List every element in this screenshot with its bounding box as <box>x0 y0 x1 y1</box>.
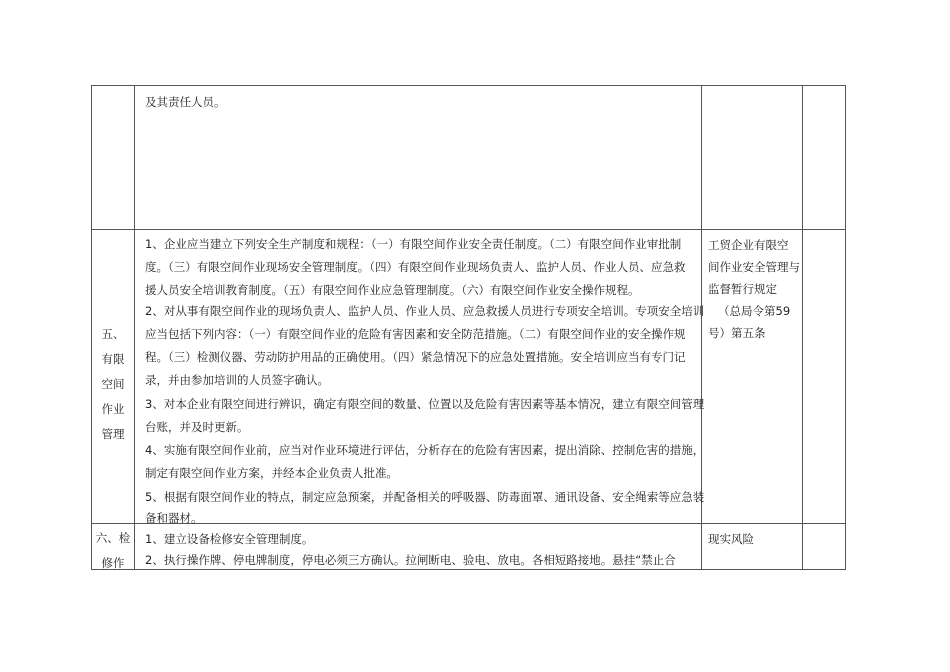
row5-category <box>92 322 134 447</box>
row5-law-line: 监督暂行规定 <box>708 282 777 296</box>
row5-law-line: 间作业安全管理与 <box>708 260 800 274</box>
row5-category-line: 作业 <box>101 402 125 416</box>
row5-content-line: 制定有限空间作业方案，并经本企业负责人批准。 <box>145 466 398 480</box>
row5-content-line: 2、对从事有限空间作业的现场负责人、监护人员、作业人员、应急救援人员进行专项安全培训。专项安全培训 <box>145 304 705 318</box>
row5-category-line: 有限 <box>101 352 125 366</box>
row5-content-line: 援人员安全培训教育制度。（五）有限空间作业应急管理制度。（六）有限空间作业安全操作规程。 <box>145 283 640 297</box>
row5-content-line: 5、根据有限空间作业的特点，制定应急预案，并配备相关的呼吸器、防毒面罩、通讯设备、安全绳索等应急装 <box>145 490 705 504</box>
row-divider-5 <box>91 229 845 230</box>
column-divider-extra <box>802 85 803 570</box>
row5-content-line: 4、实施有限空间作业前，应当对作业环境进行评估，分析存在的危险有害因素，提出消除、控制危害的措施， <box>145 443 705 457</box>
row-divider-6 <box>91 523 845 524</box>
row5-category-line: 空间 <box>101 377 125 391</box>
row5-law-line: 号）第五条 <box>708 326 766 340</box>
row5-content-line: 3、对本企业有限空间进行辨识，确定有限空间的数量、位置以及危险有害因素等基本情况，建立有限空间管理 <box>145 397 705 411</box>
row5-law-line: 工贸企业有限空 <box>708 238 789 252</box>
table-right-border <box>845 85 846 570</box>
row6-category-line: 六、检 <box>95 531 131 545</box>
table-top-border <box>91 85 845 86</box>
row5-law-reference <box>708 234 802 344</box>
row5-content-line: 应当包括下列内容：（一）有限空间作业的危险有害因素和安全防范措施。（二）有限空间作业的安全操作规 <box>145 327 686 341</box>
row6-content-line: 2、执行操作牌、停电牌制度，停电必须三方确认。拉闸断电、验电、放电。各相短路接地。悬挂“禁止合 <box>145 553 676 567</box>
row5-content-line: 备和器材。 <box>145 511 203 525</box>
row6-category <box>92 526 134 576</box>
row5-law-line: （总局令第59 <box>718 304 791 318</box>
row5-category-line: 管理 <box>101 427 125 441</box>
row5-content-line: 度。（三）有限空间作业现场安全管理制度。（四）有限空间作业现场负责人、监护人员、作业人员、应急救 <box>145 260 686 274</box>
row6-law-line: 现实风险 <box>708 532 754 546</box>
row-prev-content-line: 及其责任人员。 <box>145 95 226 109</box>
table-bottom-border <box>91 569 845 570</box>
row5-content-line: 录，并由参加培训的人员签字确认。 <box>145 373 329 387</box>
row6-category-line: 修作 <box>101 556 125 570</box>
row5-content-line: 1、企业应当建立下列安全生产制度和规程：（一）有限空间作业安全责任制度。（二）有限空间作业审批制 <box>145 237 682 251</box>
column-divider-content <box>134 85 135 570</box>
row5-category-line: 五、 <box>101 327 125 341</box>
row6-law-reference <box>708 528 802 550</box>
row6-content-line: 1、建立设备检修安全管理制度。 <box>145 532 314 546</box>
row5-content-line: 程。（三）检测仪器、劳动防护用品的正确使用。（四）紧急情况下的应急处置措施。安全培训应当有专门记 <box>145 350 686 364</box>
row5-content-line: 台账，并及时更新。 <box>145 420 249 434</box>
